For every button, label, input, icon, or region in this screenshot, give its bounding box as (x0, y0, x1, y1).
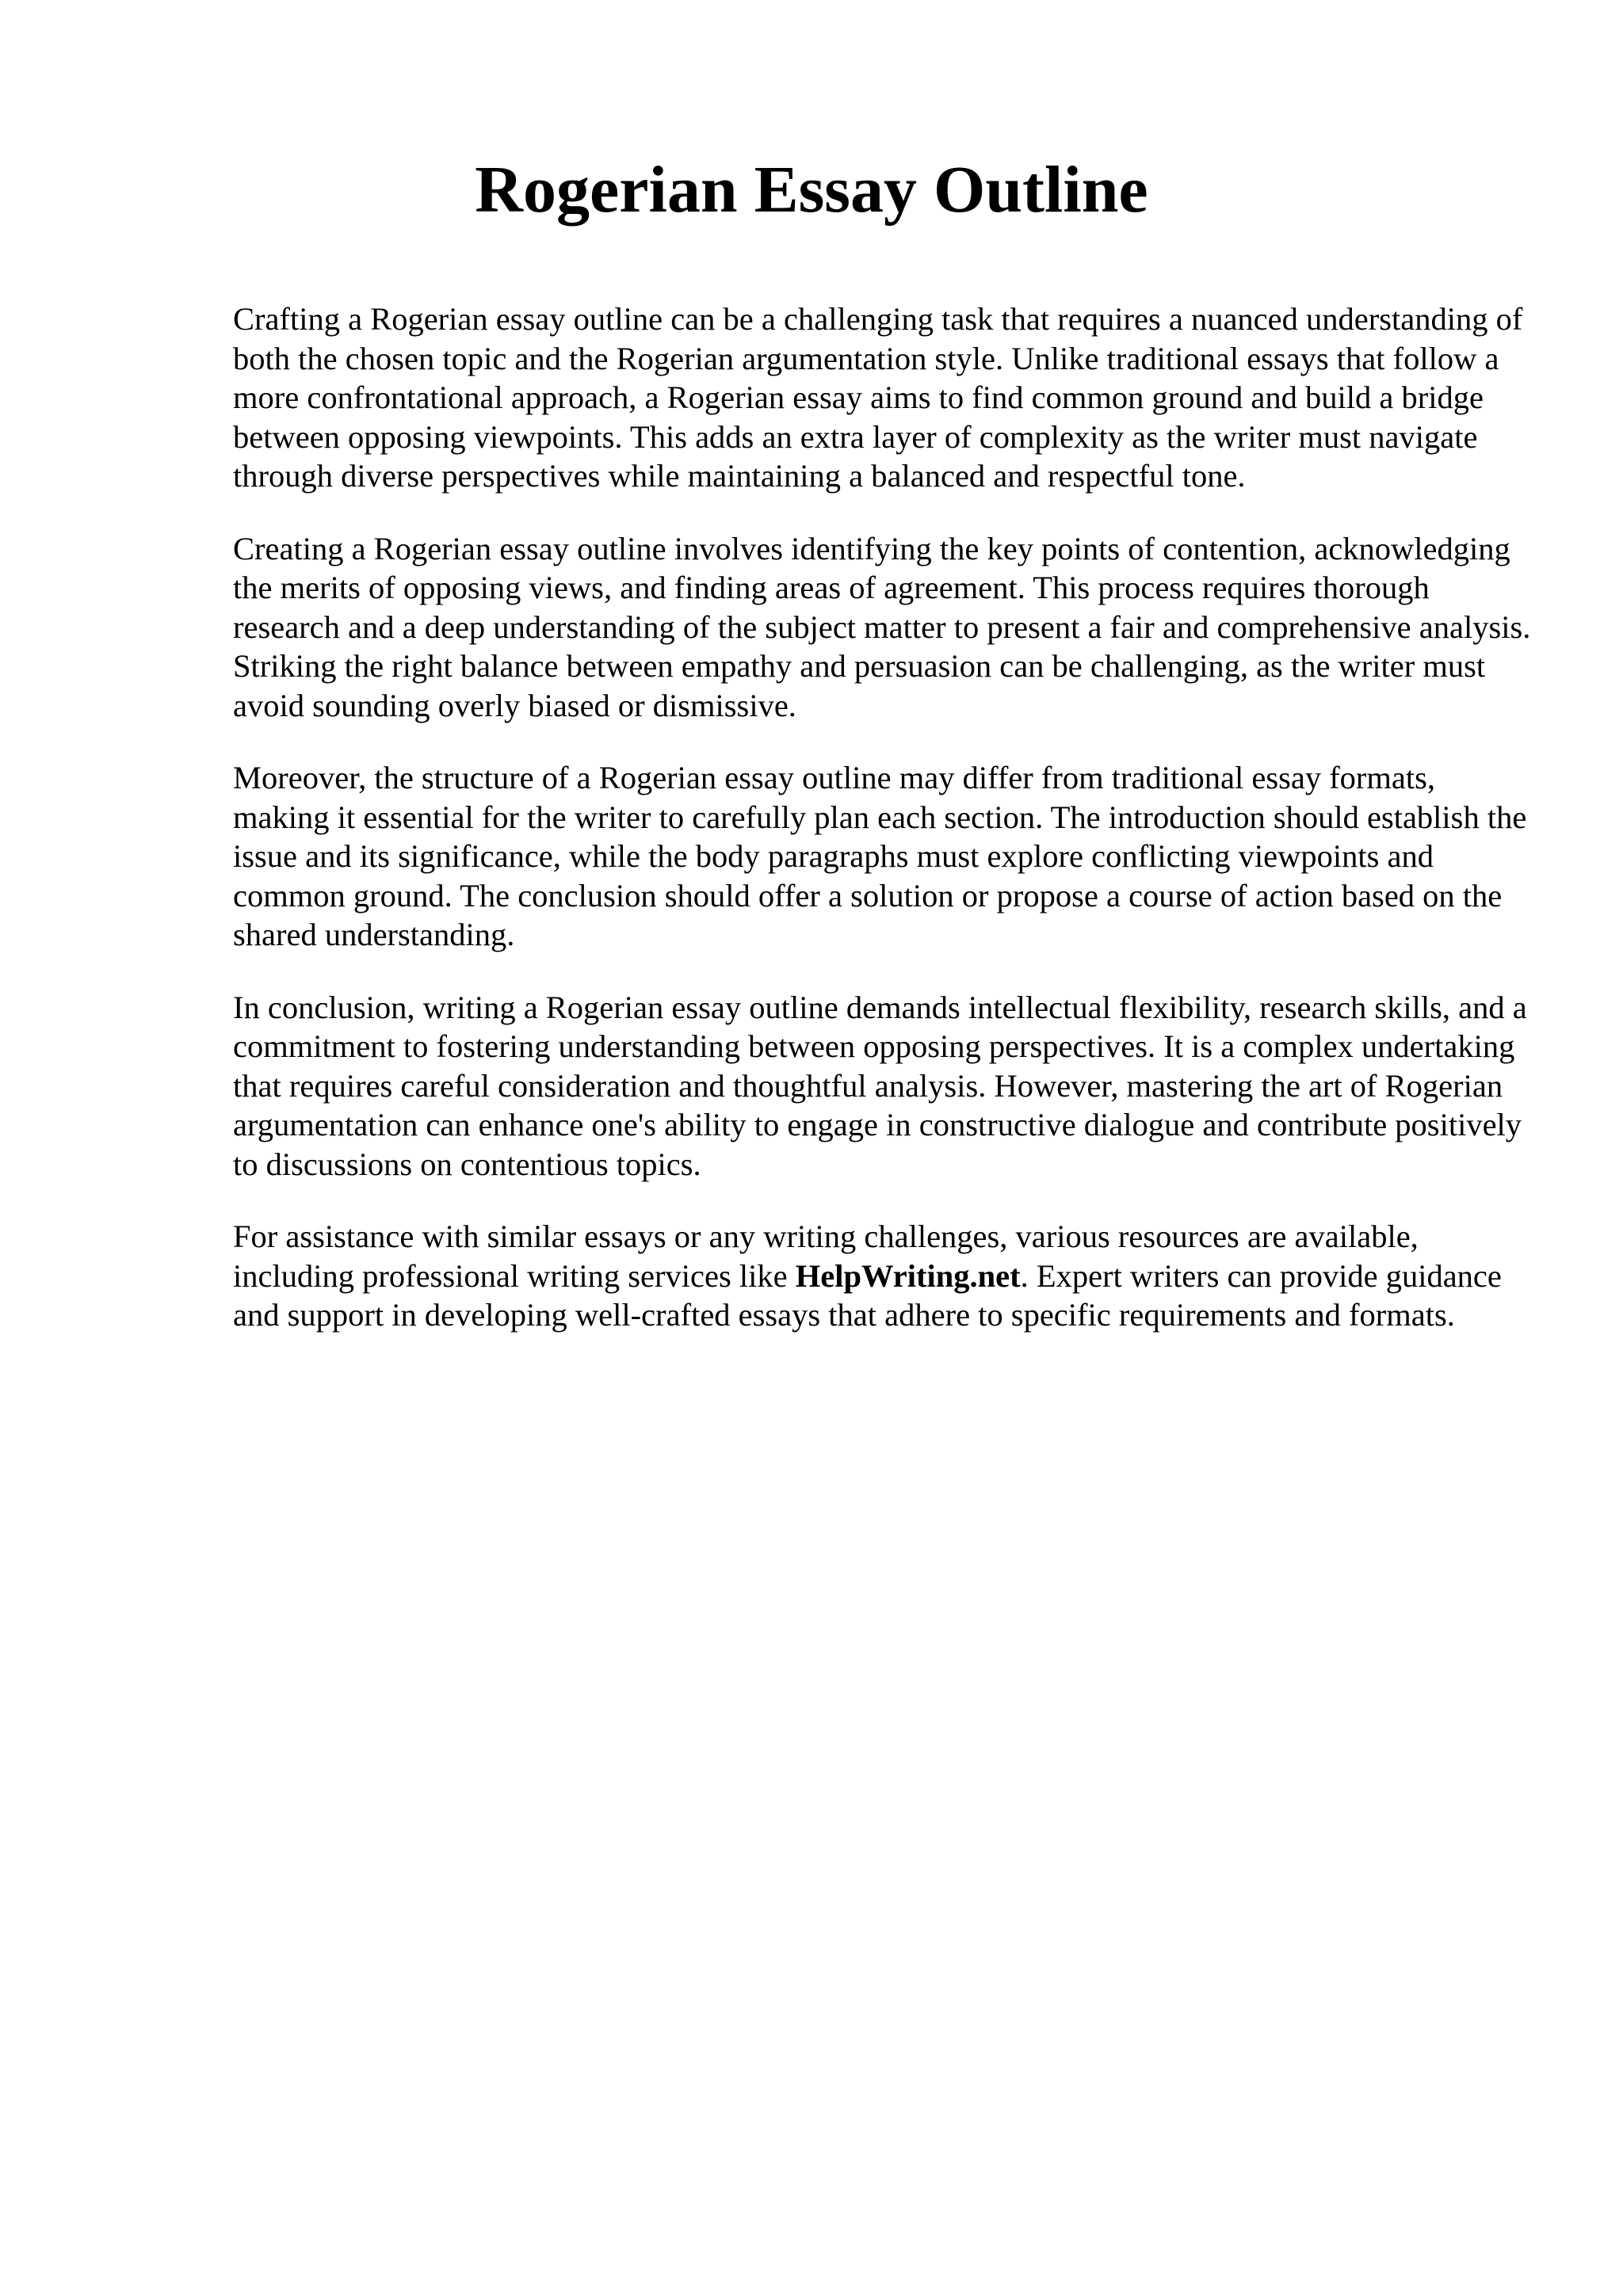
paragraph-creating-outline: Creating a Rogerian essay outline involves identifying the key points of contention, acknowledging the merits of opposing views, and finding areas of agreement. This process requires thorough research and a deep understanding of the subject matter to present a fair and comprehensive analysis. Striking the right balance between empathy and persuasion can be challenging, as the writer must avoid sounding overly biased or dismissive. (233, 530, 1531, 723)
document-body (233, 299, 1533, 1368)
assistance-text-before: For assistance with similar essays or any writing challenges, various resources are available, including professional writing services like (233, 1219, 1419, 1294)
paragraph-structure: Moreover, the structure of a Rogerian essay outline may differ from traditional essay formats, making it essential for the writer to carefully plan each section. The introduction should establish the issue and its significance, while the body paragraphs must explore conflicting viewpoints and common ground. The conclusion should offer a solution or propose a course of action based on the shared understanding. (233, 760, 1527, 952)
paragraph-intro: Crafting a Rogerian essay outline can be a challenging task that requires a nuanced understanding of both the chosen topic and the Rogerian argumentation style. Unlike traditional essays that follow a more confrontational approach, a Rogerian essay aims to find common ground and build a bridge between opposing viewpoints. This adds an extra layer of complexity as the writer must navigate through diverse perspectives while maintaining a balanced and respectful tone. (233, 301, 1523, 494)
paragraph-conclusion: In conclusion, writing a Rogerian essay outline demands intellectual flexibility, research skills, and a commitment to fostering understanding between opposing perspectives. It is a complex undertaking that requires careful consideration and thoughtful analysis. However, mastering the art of Rogerian argumentation can enhance one's ability to engage in constructive dialogue and contribute positively to discussions on contentious topics. (233, 989, 1527, 1182)
helpwriting-link[interactable]: HelpWriting.net (795, 1257, 1021, 1294)
page-title: Rogerian Essay Outline (475, 153, 1148, 227)
paragraph-assistance (233, 1217, 1533, 1335)
assistance-text-after: . Expert writers can provide guidance and support in developing well-crafted essays that adhere to specific requirements and formats. (233, 1257, 1502, 1333)
